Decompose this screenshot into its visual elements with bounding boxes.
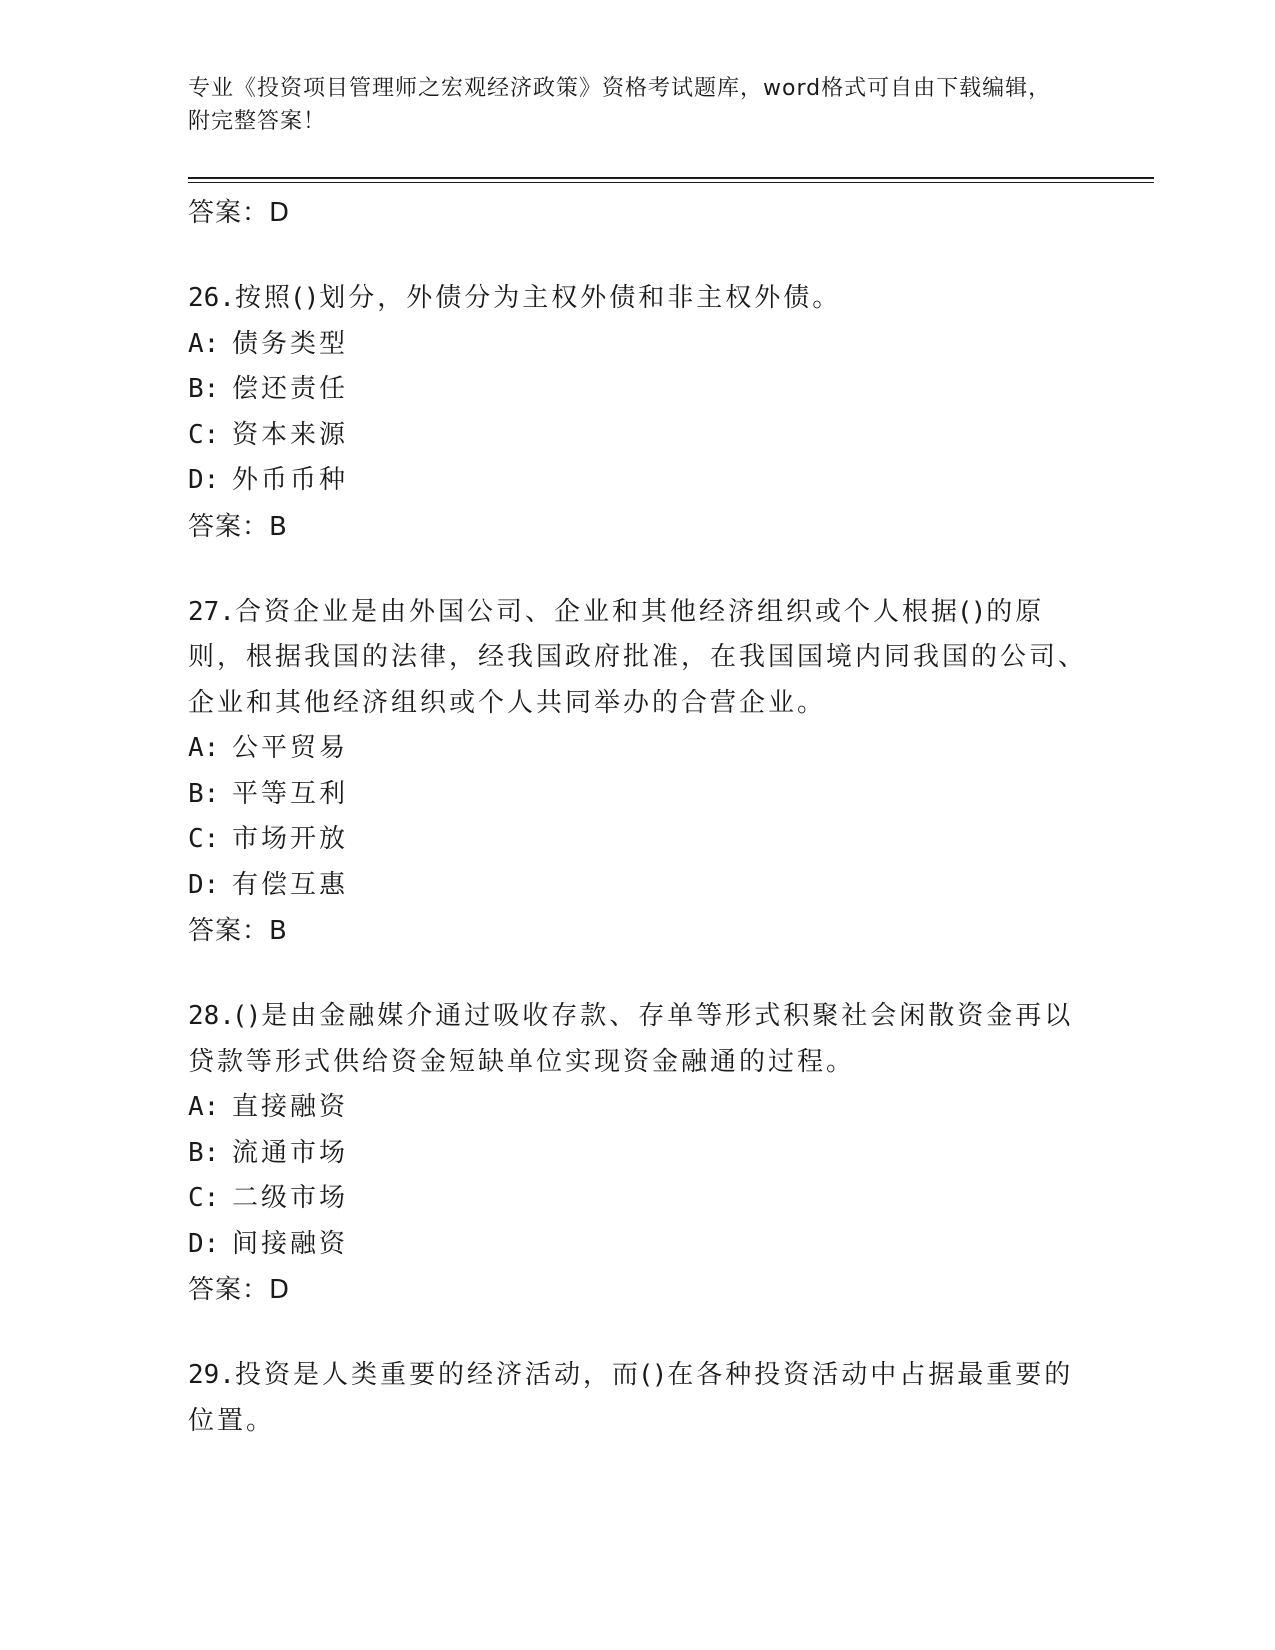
option-letter: B:: [188, 374, 220, 404]
header-rule-thick: [188, 177, 1154, 179]
option-text: 流通市场: [232, 1137, 349, 1168]
option-text: 偿还责任: [232, 374, 349, 404]
option-b: [188, 1131, 1088, 1177]
option-b: [188, 367, 1088, 413]
option-letter: B:: [188, 778, 220, 809]
option-letter: C:: [188, 1183, 220, 1213]
question-29: [188, 1353, 1088, 1444]
answer-line: 答案：D: [188, 1275, 291, 1305]
option-a: [188, 1085, 1088, 1131]
option-letter: A:: [188, 328, 220, 359]
option-d: [188, 1222, 1088, 1268]
option-a: [188, 322, 1088, 368]
question-text: [188, 1353, 1088, 1444]
question-stem: ()是由金融媒介通过吸收存款、存单等形式积聚社会闲散资金再以贷款等形式供给资金短缺单位实现资金融通的过程。: [188, 1001, 1074, 1077]
option-letter: C:: [188, 419, 220, 450]
option-letter: D:: [188, 869, 220, 900]
option-d: [188, 458, 1088, 504]
question-number: 28.: [188, 1001, 235, 1031]
option-letter: A:: [188, 1092, 220, 1122]
option-text: 平等互利: [232, 778, 349, 809]
document-header: 专业《投资项目管理师之宏观经济政策》资格考试题库，word格式可自由下载编辑，附完整答案！: [188, 76, 1052, 134]
question-28: [188, 994, 1088, 1313]
option-text: 资本来源: [232, 419, 349, 450]
option-letter: C:: [188, 824, 220, 854]
answer-line: 答案：B: [188, 916, 288, 946]
header-rule-thin: [188, 182, 1154, 183]
option-text: 外币币种: [232, 465, 349, 495]
option-letter: D:: [188, 465, 220, 495]
question-text: [188, 994, 1088, 1085]
option-letter: D:: [188, 1228, 220, 1259]
option-text: 直接融资: [232, 1092, 349, 1122]
answer-line: 答案：B: [188, 511, 288, 542]
answer-line: 答案：D: [188, 198, 291, 228]
option-text: 公平贸易: [232, 733, 349, 763]
question-number: 27.: [188, 596, 235, 627]
question-stem: 按照()划分，外债分为主权外债和非主权外债。: [234, 283, 842, 313]
option-c: [188, 413, 1088, 459]
option-c: [188, 1176, 1088, 1222]
question-26: [188, 276, 1088, 550]
option-d: [188, 863, 1088, 909]
option-text: 间接融资: [232, 1228, 349, 1259]
question-number: 29.: [188, 1360, 235, 1390]
document-body: [188, 190, 1088, 1444]
option-a: [188, 726, 1088, 772]
option-text: 市场开放: [232, 824, 349, 854]
option-text: 有偿互惠: [232, 869, 349, 900]
question-number: 26.: [188, 283, 235, 313]
question-stem: 合资企业是由外国公司、企业和其他经济组织或个人根据()的原则，根据我国的法律，经我国政府批准，在我国国境内同我国的公司、企业和其他经济组织或个人共同举办的合营企业。: [188, 596, 1088, 718]
question-text: [188, 276, 1088, 322]
question-stem: 投资是人类重要的经济活动，而()在各种投资活动中占据最重要的位置。: [188, 1360, 1074, 1436]
question-text: [188, 590, 1088, 727]
option-letter: B:: [188, 1137, 220, 1168]
option-letter: A:: [188, 733, 220, 763]
option-text: 二级市场: [232, 1183, 349, 1213]
option-text: 债务类型: [232, 328, 349, 359]
option-b: [188, 772, 1088, 818]
option-c: [188, 817, 1088, 863]
question-27: [188, 590, 1088, 955]
